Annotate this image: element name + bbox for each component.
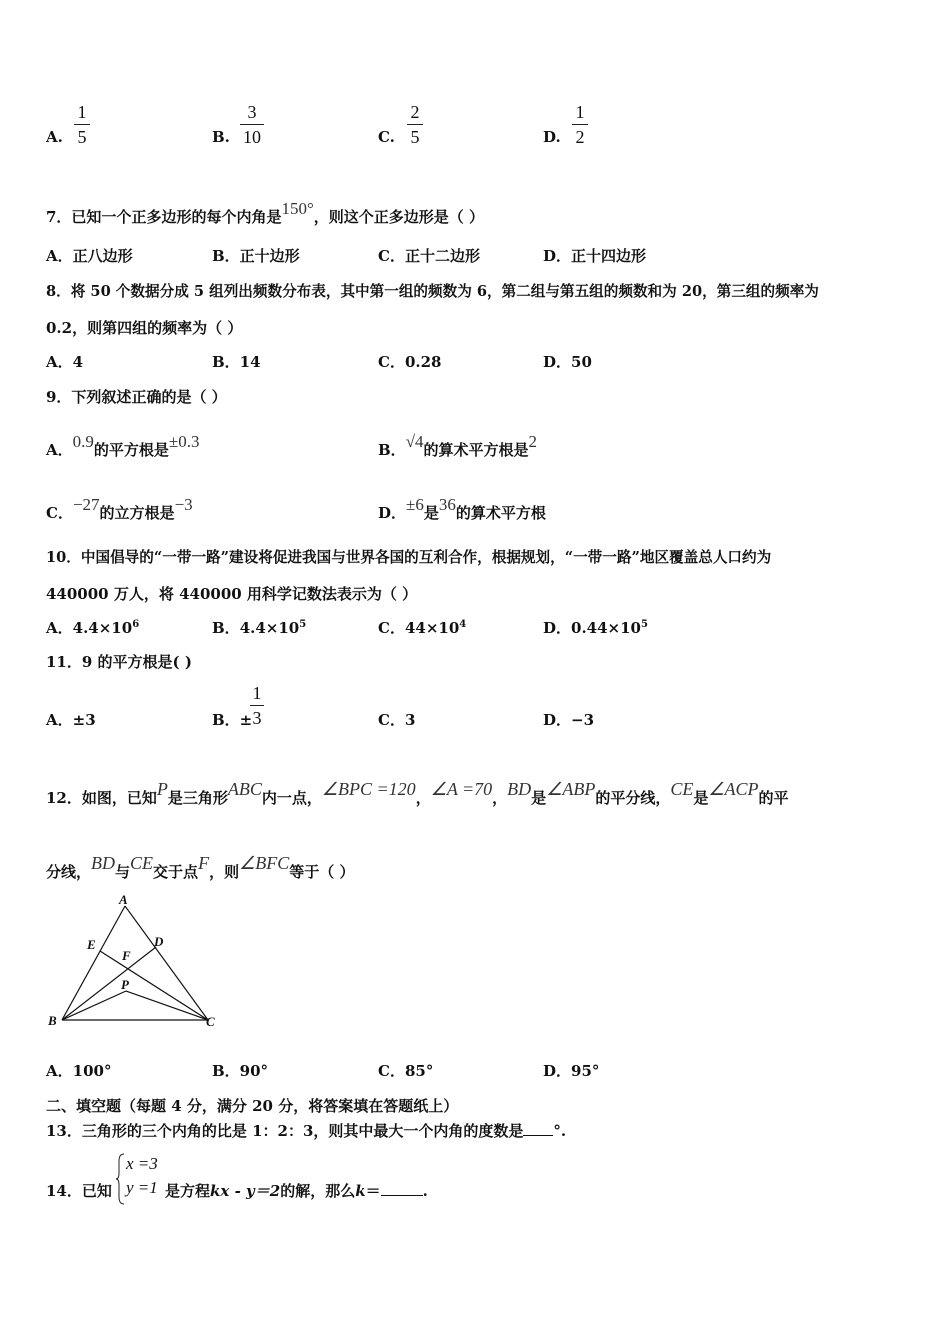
q9-a-math2: ±0.3 (168, 432, 200, 451)
label-p: P (121, 977, 129, 992)
q8-line1: 8．将 50 个数据分成 5 组列出频数分布表，其中第一组的频数为 6，第二组与第五组的频数和为 20，第三组的频率为 (46, 283, 819, 300)
q7-option-b: B．正十边形 (212, 247, 300, 265)
q11-option-a: A．±3 (46, 711, 96, 729)
q12-text: 分线， (46, 863, 92, 881)
fraction-numerator: 1 (252, 683, 262, 703)
fraction-denominator: 10 (243, 127, 261, 147)
q7-angle: 150° (281, 199, 314, 218)
q9-option-c (46, 495, 193, 523)
q14-variable-k: k (355, 1182, 366, 1200)
q10-a-base: 4.4×10 (72, 619, 133, 637)
fraction-denominator: 5 (77, 127, 87, 147)
q11-stem: 11．9 的平方根是( ) (46, 653, 192, 671)
q9-d-text: 是 (423, 504, 439, 522)
q9-c-math2: −3 (174, 495, 193, 514)
q12-math: BD (507, 779, 532, 799)
q14-eq2: y =1 (126, 1178, 158, 1197)
q7-prefix: 7．已知一个正多边形的每个内角是 (46, 208, 282, 226)
q9-b-label: B． (378, 441, 406, 459)
q9-a-label: A． (46, 441, 73, 459)
q9-c-label: C． (46, 504, 73, 522)
brace-icon (116, 1153, 126, 1205)
q6-option-b-label: B. (212, 128, 230, 146)
q11-option-b-label: B．± (212, 711, 253, 729)
q11-option-b-fraction (250, 683, 264, 728)
q10-option-a (46, 617, 139, 638)
label-d: D (154, 934, 164, 949)
q9-a-math1: 0.9 (72, 432, 94, 451)
q6-option-d-label: D. (543, 128, 561, 146)
fraction-numerator: 2 (410, 102, 420, 122)
q9-a-text: 的平方根是 (93, 441, 169, 459)
q9-d-math2: 36 (438, 495, 456, 514)
q10-a-exp: 6 (132, 619, 140, 630)
q9-option-b (378, 432, 537, 460)
q12-text: 交于点 (153, 863, 199, 881)
q10-c-exp: 4 (459, 619, 467, 630)
q12-text: 等于（ ） (289, 863, 355, 881)
q10-d-exp: 5 (641, 619, 648, 630)
label-e: E (87, 937, 96, 952)
q12-math: P (156, 779, 168, 799)
q12-math: CE (130, 853, 154, 873)
q12-text: ， (415, 789, 431, 807)
q6-option-a-fraction (74, 102, 90, 147)
q12-text: 是 (693, 789, 709, 807)
q10-option-b (212, 617, 306, 638)
label-f: F (122, 948, 131, 963)
q9-b-text: 的算术平方根是 (423, 441, 529, 459)
q12-math: ∠BPC =120 (321, 779, 416, 799)
q8-option-a: A．4 (46, 353, 84, 371)
q14-prefix: 14．已知 (46, 1182, 112, 1200)
q10-c-base: 44×10 (404, 619, 460, 637)
q6-option-c-label: C. (378, 128, 395, 146)
q6-option-d-fraction (572, 102, 588, 147)
q8-option-c: C．0.28 (378, 353, 442, 371)
q12-math: ∠BFC (239, 853, 290, 873)
q12-math: BD (91, 853, 116, 873)
q12-text: ，则 (209, 863, 240, 881)
q7-option-a: A．正八边形 (46, 247, 133, 265)
q9-b-math2: 2 (528, 432, 538, 451)
q14-tail: . (422, 1182, 428, 1200)
q9-option-a (46, 432, 200, 460)
fraction-denominator: 2 (575, 127, 585, 147)
q14-equation-system (126, 1152, 158, 1200)
q7-suffix: ，则这个正多边形是（ ） (313, 208, 484, 226)
q14-equation: kx - y＝2 (210, 1182, 281, 1200)
q10-a-label: A． (46, 619, 73, 637)
q12-math: ∠ACP (708, 779, 759, 799)
q12-text: ， (492, 789, 508, 807)
q8-option-d: D．50 (543, 353, 592, 371)
segment-ab (62, 906, 125, 1020)
q7-option-d: D．正十四边形 (543, 247, 647, 265)
q12-text: 的平分线， (595, 789, 671, 807)
fraction-numerator: 1 (77, 102, 87, 122)
q9-c-text: 的立方根是 (99, 504, 175, 522)
q6-option-b-fraction (240, 102, 264, 147)
q14-text: 的解，那么 (280, 1182, 356, 1200)
q13-answer-blank[interactable] (523, 1123, 553, 1136)
segment-bd (62, 947, 156, 1020)
q12-option-a: A．100° (46, 1062, 112, 1080)
q10-d-label: D． (543, 619, 572, 637)
label-c: C (206, 1014, 215, 1029)
q9-b-math1: √4 (405, 432, 424, 451)
q14-rest (165, 1180, 428, 1201)
q12-text: 与 (115, 863, 131, 881)
q10-option-c (378, 617, 466, 638)
q9-c-math1: −27 (72, 495, 100, 514)
q12-option-c: C．85° (378, 1062, 434, 1080)
q14-eq-sign: ＝ (365, 1182, 381, 1200)
q10-line1: 10．中国倡导的“一带一路”建设将促进我国与世界各国的互利合作，根据规划，“一带一路”地区覆盖总人口约为 (46, 549, 772, 566)
q12-math: F (198, 853, 210, 873)
q11-option-d: D．−3 (543, 711, 595, 729)
label-b: B (48, 1013, 57, 1028)
q12-line1 (46, 773, 789, 814)
q10-c-label: C． (378, 619, 405, 637)
q12-line2 (46, 847, 354, 888)
section-2-heading: 二、填空题（每题 4 分，满分 20 分，将答案填在答题纸上） (46, 1097, 459, 1115)
q13-tail: °. (553, 1122, 567, 1140)
q8-line2: 0.2，则第四组的频率为（ ） (46, 319, 243, 337)
label-a: A (119, 893, 128, 907)
q10-b-base: 4.4×10 (239, 619, 300, 637)
q7-stem (46, 199, 484, 227)
q9-option-d (378, 495, 546, 523)
q11-option-c: C．3 (378, 711, 416, 729)
fraction-denominator: 5 (410, 127, 420, 147)
q12-math: ABC (227, 779, 262, 799)
q12-text: 12．如图，已知 (46, 789, 157, 807)
q8-option-b: B．14 (212, 353, 261, 371)
q14-text: 是方程 (165, 1182, 211, 1200)
q12-math: ∠A =70 (430, 779, 493, 799)
q6-option-c-fraction (407, 102, 423, 147)
q9-d-math1: ±6 (406, 495, 424, 514)
q12-math: CE (670, 779, 694, 799)
q10-b-exp: 5 (299, 619, 307, 630)
q12-text: 内一点， (261, 789, 322, 807)
q10-line2: 440000 万人，将 440000 用科学记数法表示为（ ） (46, 585, 418, 603)
q12-math: ∠ABP (546, 779, 596, 799)
q10-option-d (543, 617, 648, 638)
q12-triangle-figure (40, 893, 230, 1038)
q9-d-label: D． (378, 504, 407, 522)
q7-option-c: C．正十二边形 (378, 247, 480, 265)
q13 (46, 1120, 566, 1141)
q12-text: 是 (531, 789, 547, 807)
q13-text: 13．三角形的三个内角的比是 1：2：3，则其中最大一个内角的度数是 (46, 1122, 524, 1140)
q10-d-base: 0.44×10 (571, 619, 641, 637)
segment-ac (125, 906, 208, 1020)
fraction-denominator: 3 (252, 708, 262, 728)
segment-ce (100, 951, 208, 1020)
fraction-numerator: 3 (247, 102, 257, 122)
q12-option-b: B．90° (212, 1062, 269, 1080)
q14-eq1: x =3 (126, 1154, 158, 1173)
q12-text: 的平 (758, 789, 789, 807)
q14-answer-blank[interactable] (381, 1183, 423, 1196)
segment-cp (126, 991, 208, 1020)
q12-text: 是三角形 (167, 789, 228, 807)
q9-d-tail: 的算术平方根 (455, 504, 546, 522)
q6-option-a-label: A. (46, 128, 63, 146)
q9-stem: 9．下列叙述正确的是（ ） (46, 388, 227, 406)
q12-option-d: D．95° (543, 1062, 600, 1080)
q10-b-label: B． (212, 619, 240, 637)
fraction-numerator: 1 (575, 102, 585, 122)
